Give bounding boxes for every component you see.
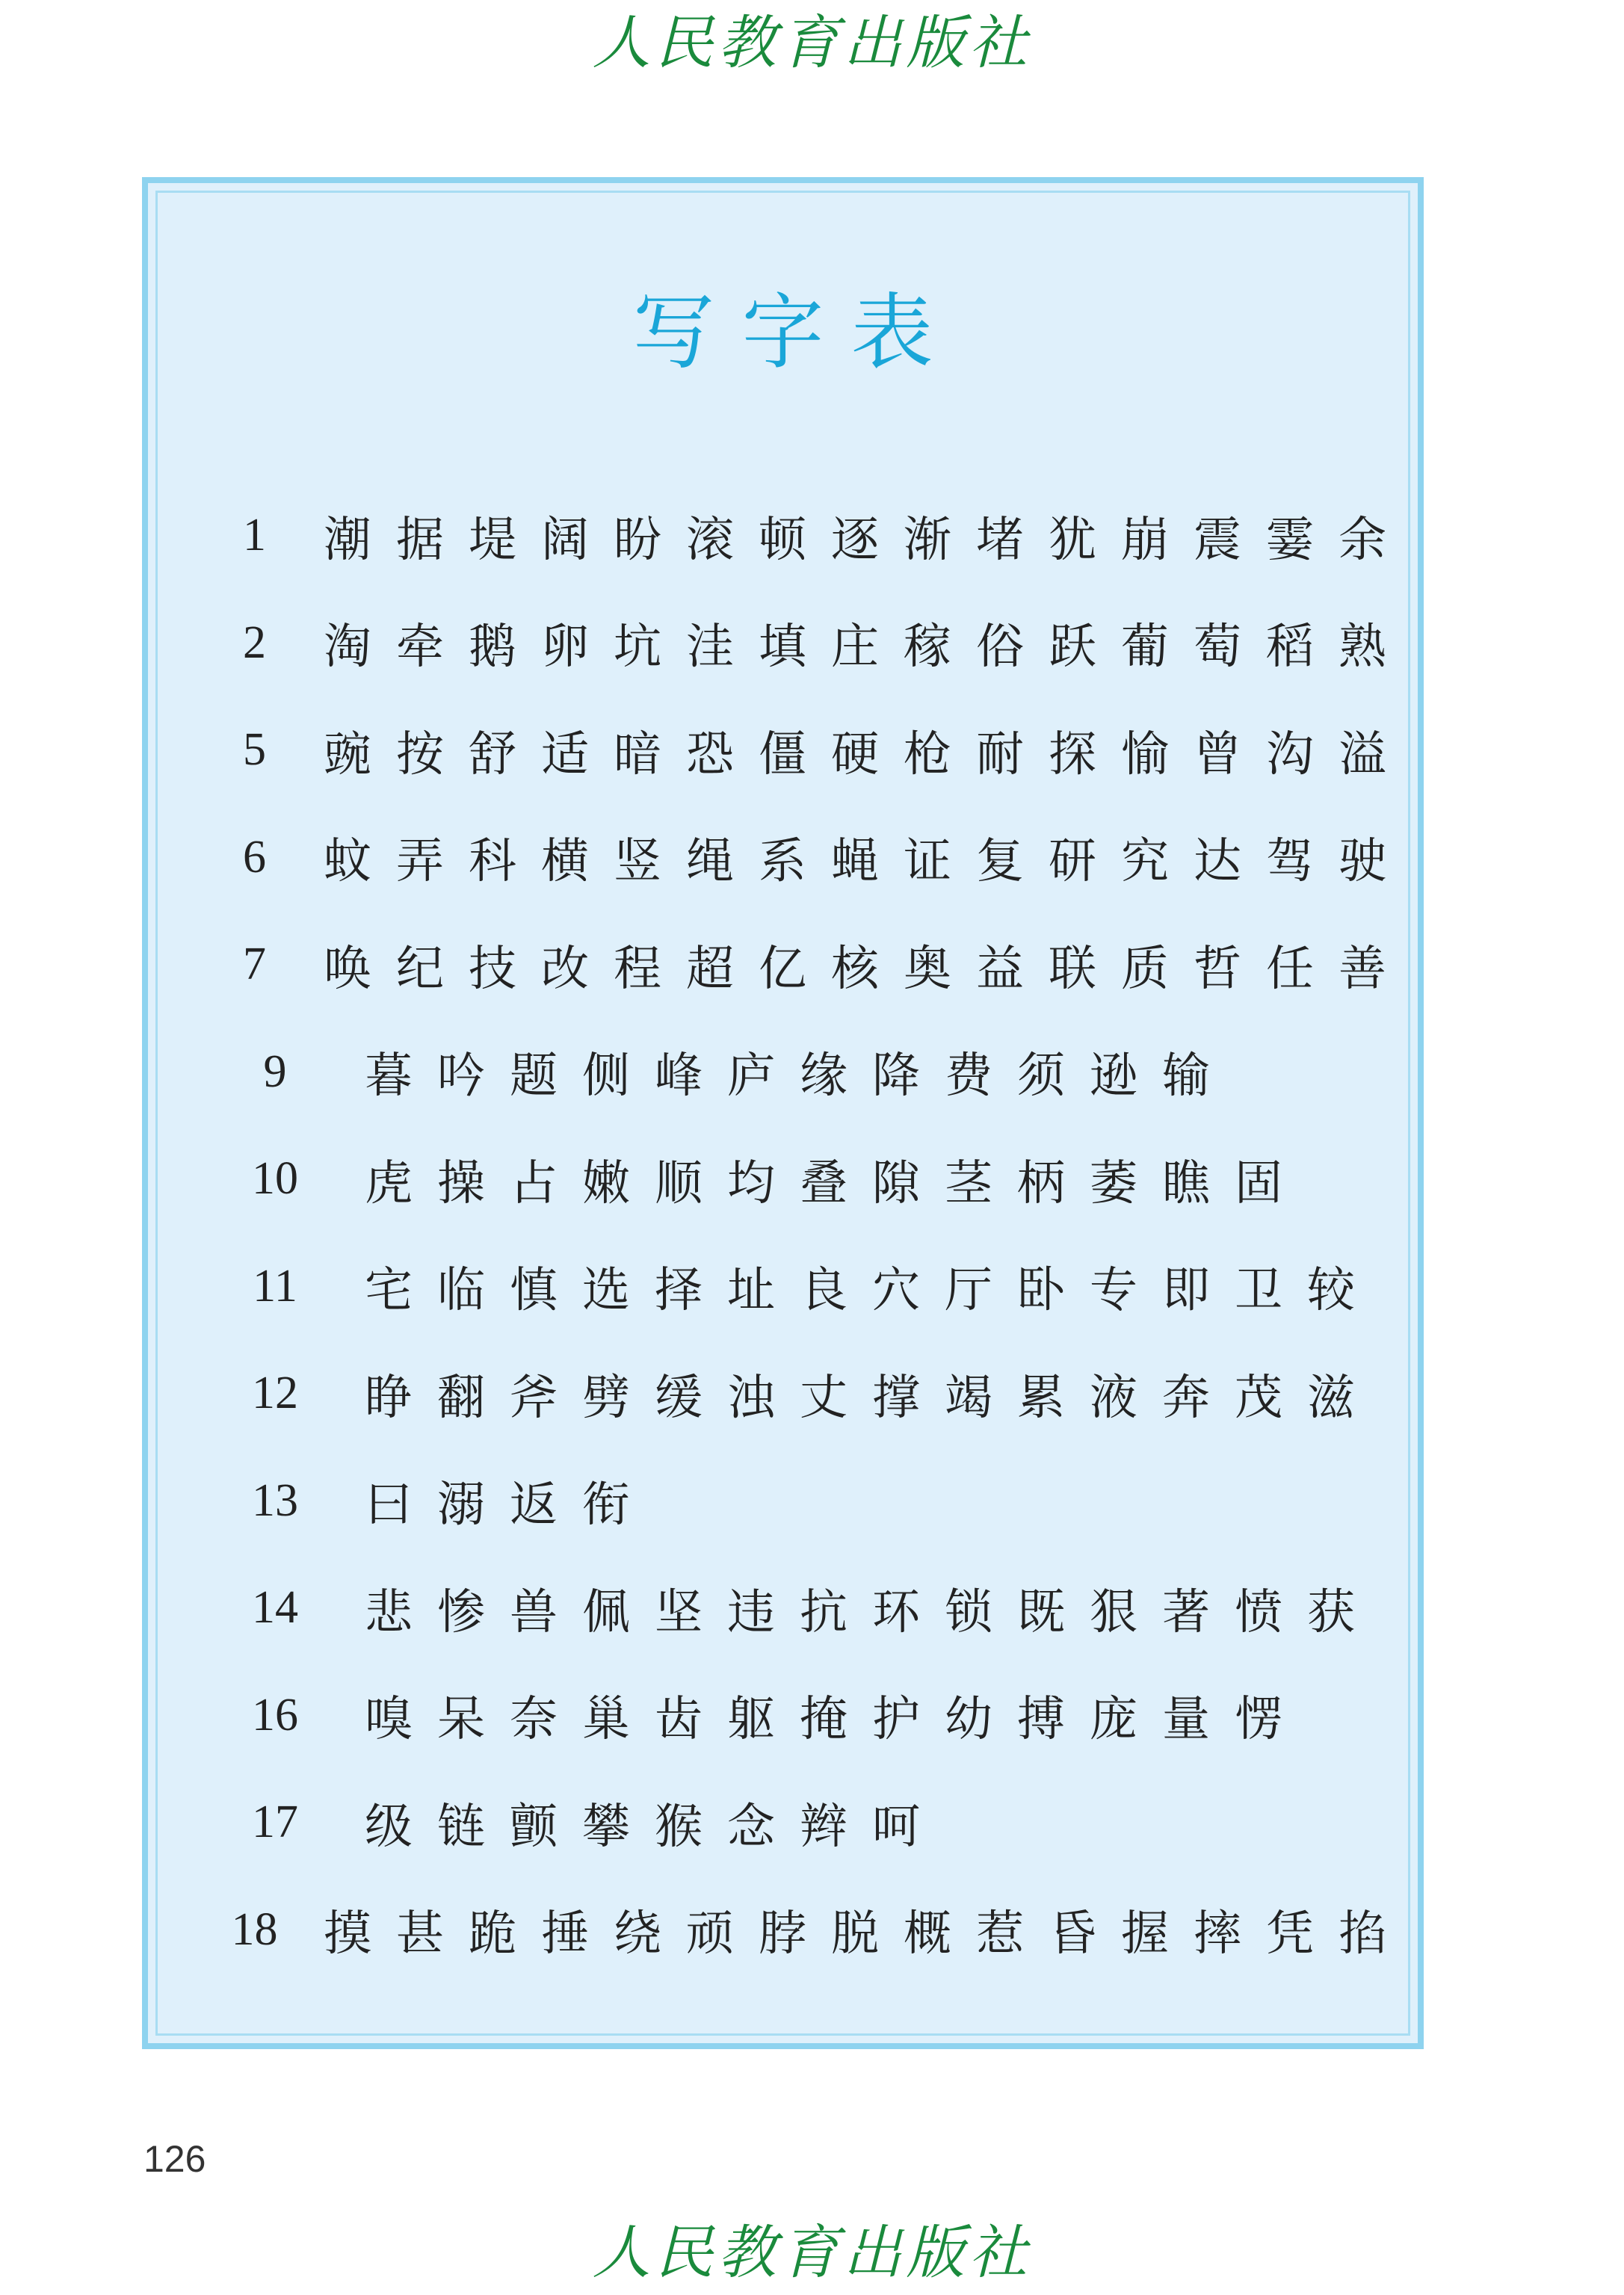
lesson-number: 14 bbox=[252, 1582, 298, 1634]
table-row bbox=[185, 1662, 1411, 1770]
table-row bbox=[185, 1233, 1411, 1341]
table-row bbox=[185, 804, 1411, 912]
character-list: 曰溺返衔 bbox=[365, 1477, 655, 1533]
table-row bbox=[185, 1554, 1411, 1662]
lesson-number: 9 bbox=[263, 1045, 287, 1097]
page-title: 写字表 bbox=[632, 285, 960, 380]
publisher-logo-top: 人民教育出版社 bbox=[592, 10, 1032, 77]
lesson-number: 7 bbox=[243, 939, 266, 990]
character-list: 唤纪技改程超亿核奥益联质哲任善 bbox=[324, 941, 1411, 997]
lesson-number: 13 bbox=[252, 1474, 298, 1526]
page-number: 126 bbox=[143, 2138, 206, 2180]
table-row bbox=[185, 590, 1411, 697]
table-row bbox=[185, 1769, 1411, 1877]
table-row bbox=[185, 482, 1411, 590]
writing-table-panel bbox=[142, 177, 1424, 2049]
character-list: 蚊弄科横竖绳系蝇证复研究达驾驶 bbox=[324, 834, 1411, 890]
table-row bbox=[185, 1448, 1411, 1555]
table-row bbox=[185, 696, 1411, 804]
lesson-number: 18 bbox=[231, 1903, 278, 1955]
table-row bbox=[185, 1340, 1411, 1448]
lesson-number: 10 bbox=[252, 1153, 298, 1205]
character-list: 级链颤攀猴念辫呵 bbox=[365, 1799, 945, 1855]
character-list: 嗅呆奈巢齿躯掩护幼搏庞量愣 bbox=[365, 1692, 1307, 1748]
table-row bbox=[185, 911, 1411, 1019]
lesson-number: 16 bbox=[252, 1689, 298, 1740]
character-list: 淘牵鹅卵坑洼填庄稼俗跃葡萄稻熟 bbox=[324, 620, 1411, 676]
character-list: 摸甚跪捶绕顽脖脱概惹昏握摔凭掐 bbox=[324, 1906, 1411, 1962]
character-list: 悲惨兽佩坚违抗环锁既狠著愤获 bbox=[365, 1584, 1380, 1640]
character-list: 暮吟题侧峰庐缘降费须逊输 bbox=[365, 1048, 1235, 1105]
publisher-logo-bottom: 人民教育出版社 bbox=[592, 2220, 1032, 2287]
table-row bbox=[185, 1877, 1411, 1984]
lesson-number: 1 bbox=[243, 510, 266, 561]
table-row bbox=[185, 1125, 1411, 1233]
lesson-number: 5 bbox=[243, 724, 266, 776]
lesson-number: 17 bbox=[252, 1797, 298, 1848]
character-list: 宅临慎选择址良穴厅卧专即卫较 bbox=[365, 1263, 1380, 1319]
lesson-number: 6 bbox=[243, 831, 266, 883]
character-list: 虎操占嫩顺均叠隙茎柄萎瞧固 bbox=[365, 1155, 1307, 1211]
lesson-number: 11 bbox=[253, 1260, 297, 1312]
lesson-number: 12 bbox=[252, 1368, 298, 1419]
lesson-number: 2 bbox=[243, 617, 266, 668]
character-rows bbox=[185, 482, 1411, 1983]
table-row bbox=[185, 1019, 1411, 1126]
character-list: 潮据堤阔盼滚顿逐渐堵犹崩震霎余 bbox=[324, 512, 1411, 568]
character-list: 豌按舒适暗恐僵硬枪耐探愉曾沟溢 bbox=[324, 726, 1411, 782]
character-list: 睁翻斧劈缓浊丈撑竭累液奔茂滋 bbox=[365, 1370, 1380, 1426]
